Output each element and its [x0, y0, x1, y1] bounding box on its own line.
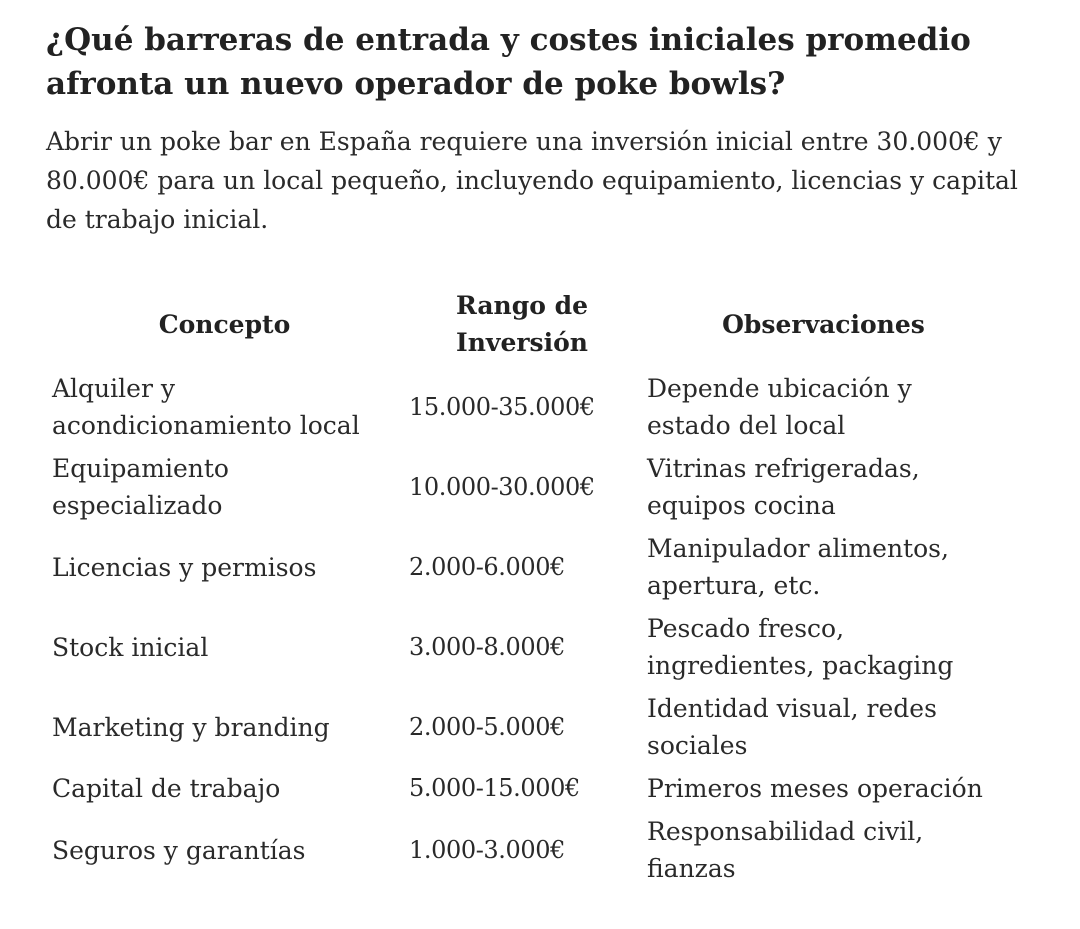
table-row	[46, 367, 1006, 447]
table-header-row	[46, 287, 1006, 367]
cell-concept: Marketing y branding	[52, 712, 330, 742]
cell-range: 2.000-6.000€	[409, 552, 565, 581]
cell-notes: Vitrinas refrigeradas, equipos cocina	[647, 454, 920, 520]
cell-range: 2.000-5.000€	[409, 712, 565, 741]
cell-concept: Licencias y permisos	[52, 552, 317, 582]
cell-range: 15.000-35.000€	[409, 392, 595, 421]
cell-notes: Responsabilidad civil, fianzas	[647, 817, 924, 883]
intro-paragraph: Abrir un poke bar en España requiere una inversión inicial entre 30.000€ y 80.000€ para un local pequeño, incluyendo equipamiento, licencias y capital de trabajo inicial.	[46, 127, 1018, 234]
cell-notes: Depende ubicación y estado del local	[647, 374, 912, 440]
cell-concept: Stock inicial	[52, 632, 209, 662]
investment-table	[46, 287, 1006, 890]
cell-concept: Equipamiento especializado	[52, 454, 229, 520]
table-row	[46, 810, 1006, 890]
cell-range: 3.000-8.000€	[409, 632, 565, 661]
cell-range: 1.000-3.000€	[409, 835, 565, 864]
table-row	[46, 527, 1006, 607]
cell-notes: Manipulador alimentos, apertura, etc.	[647, 534, 949, 600]
header-notes: Observaciones	[722, 309, 925, 339]
cell-notes: Primeros meses operación	[647, 774, 983, 803]
cell-range: 10.000-30.000€	[409, 472, 595, 501]
cell-notes: Identidad visual, redes sociales	[647, 694, 937, 760]
header-range: Rango de Inversión	[456, 291, 588, 357]
cell-concept: Alquiler y acondicionamiento local	[52, 374, 360, 440]
table-row	[46, 607, 1006, 687]
cell-notes: Pescado fresco, ingredientes, packaging	[647, 614, 954, 680]
table-row	[46, 767, 1006, 810]
table-row	[46, 447, 1006, 527]
table-row	[46, 687, 1006, 767]
cell-concept: Capital de trabajo	[52, 774, 281, 803]
header-concept: Concepto	[158, 309, 291, 339]
section-title: ¿Qué barreras de entrada y costes iniciales promedio afronta un nuevo operador de poke bowls?	[46, 22, 971, 102]
cell-range: 5.000-15.000€	[409, 774, 580, 802]
cell-concept: Seguros y garantías	[52, 835, 306, 865]
